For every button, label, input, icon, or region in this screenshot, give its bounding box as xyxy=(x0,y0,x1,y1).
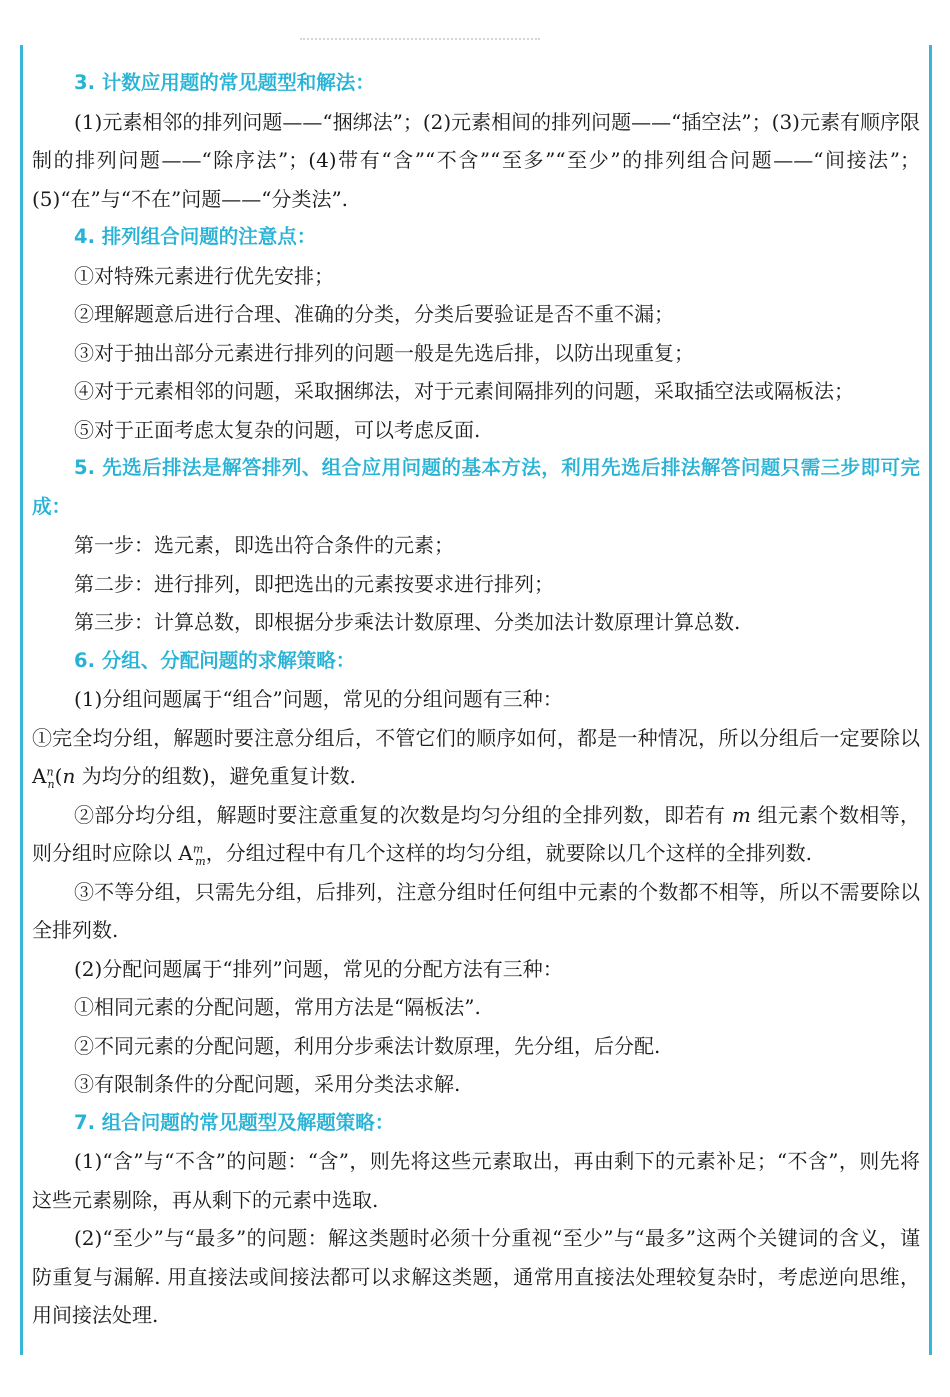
document-body xyxy=(32,64,920,1335)
variable-n: n xyxy=(62,764,76,788)
section-7-heading: 7. 组合问题的常见题型及解题策略： xyxy=(74,1110,395,1134)
section-6-heading: 6. 分组、分配问题的求解策略： xyxy=(74,648,356,672)
section-3-paragraph: (1)元素相邻的排列问题——“捆绑法”；(2)元素相间的排列问题——“插空法”；(3)元素有顺序限制的排列问题——“除序法”；(4)带有“含”“不含”“至多”“至少”的排列组合问题——“间接法”；(5)“在”与“不在”问题——“分类法”. xyxy=(32,109,920,211)
section-7-paragraph-1: (1)“含”与“不含”的问题：“含”，则先将这些元素取出，再由剩下的元素补足；“不含”，则先将这些元素剔除，再从剩下的元素中选取. xyxy=(32,1149,920,1212)
section-4-item-3: ③对于抽出部分元素进行排列的问题一般是先选后排，以防出现重复； xyxy=(74,340,694,365)
section-4-heading: 4. 排列组合问题的注意点： xyxy=(74,225,317,248)
section-6-partial-grouping: ②部分均分组，解题时要注意重复的次数是均匀分组的全排列数，即若有 m 组元素个数相等，则分组时应除以 $A^m_m$，分组过程中有几个这样的均匀分组，就要除以几个这样的全排列数. xyxy=(32,802,921,868)
section-4-item-1: ①对特殊元素进行优先安排； xyxy=(74,263,334,288)
section-5-heading: 5. 先选后排法是解答排列、组合应用问题的基本方法，利用先选后排法解答问题只需三步即可完成： xyxy=(32,456,920,518)
section-6-distribution-2: ②不同元素的分配问题，利用分步乘法计数原理，先分组，后分配. xyxy=(74,1033,661,1058)
section-4-item-2: ②理解题意后进行合理、准确的分类，分类后要验证是否不重不漏； xyxy=(74,302,674,326)
section-4-item-5: ⑤对于正面考虑太复杂的问题，可以考虑反面. xyxy=(74,417,481,442)
section-7-paragraph-2: (2)“至少”与“最多”的问题：解这类题时必须十分重视“至少”与“最多”这两个关键词的含义，谨防重复与漏解. 用直接法或间接法都可以求解这类题，通常用直接法处理较复杂时，考虑逆向思维，用间接法处理. xyxy=(32,1226,920,1327)
section-6-distribution-3: ③有限制条件的分配问题，采用分类法求解. xyxy=(74,1072,461,1096)
right-border xyxy=(929,45,932,1355)
section-6-grouping-intro: (1)分组问题属于“组合”问题，常见的分组问题有三种： xyxy=(74,687,563,711)
left-border xyxy=(20,45,23,1355)
variable-m: m xyxy=(731,802,751,827)
section-3-heading: 3. 计数应用题的常见题型和解法： xyxy=(74,71,375,94)
section-6-distribution-1: ①相同元素的分配问题，常用方法是“隔板法”. xyxy=(74,995,481,1019)
equal-grouping-text-c: 为均分的组数)，避免重复计数. xyxy=(81,764,356,788)
section-4-item-4: ④对于元素相邻的问题，采取捆绑法，对于元素间隔排列的问题，采取插空法或隔板法； xyxy=(74,379,854,403)
formula-a-n-n: $A^n_n$ xyxy=(32,764,55,791)
section-5-step-2: 第二步：进行排列，即把选出的元素按要求进行排列； xyxy=(74,571,554,596)
equal-grouping-text-a: ①完全均分组，解题时要注意分组后，不管它们的顺序如何，都是一种情况，所以分组后一定要除以 xyxy=(32,725,920,750)
section-6-equal-grouping: ①完全均分组，解题时要注意分组后，不管它们的顺序如何，都是一种情况，所以分组后一定要除以 $A^n_n(n$ 为均分的组数)，避免重复计数. xyxy=(32,725,920,791)
section-6-distribution-intro: (2)分配问题属于“排列”问题，常见的分配方法有三种： xyxy=(74,956,563,981)
section-5-step-1: 第一步：选元素，即选出符合条件的元素； xyxy=(74,533,454,557)
section-6-unequal-grouping: ③不等分组，只需先分组，后排列，注意分组时任何组中元素的个数都不相等，所以不需要除以全排列数. xyxy=(32,879,920,942)
section-5-step-3: 第三步：计算总数，即根据分步乘法计数原理、分类加法计数原理计算总数. xyxy=(74,610,741,634)
formula-a-m-m: $A^m_m$ xyxy=(178,841,206,868)
cut-off-top-line xyxy=(300,38,540,46)
